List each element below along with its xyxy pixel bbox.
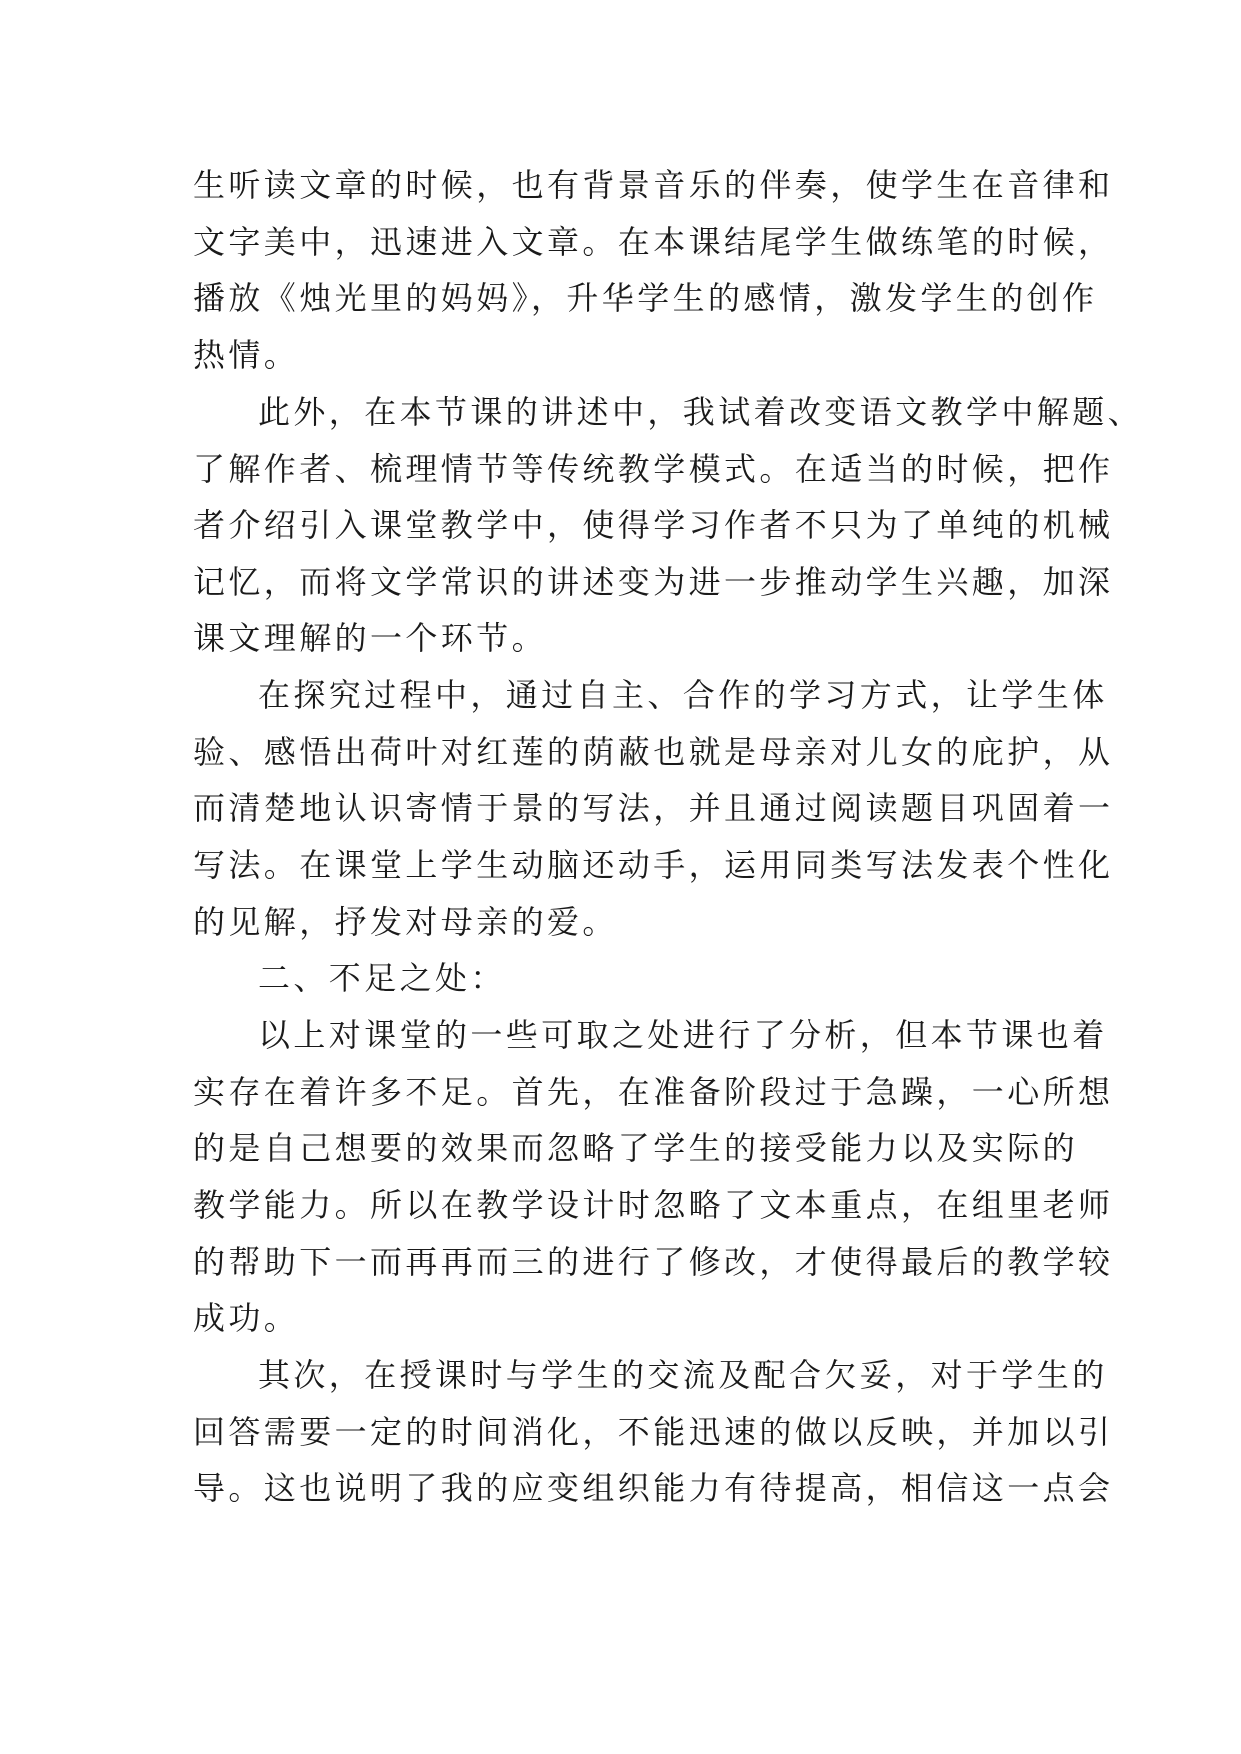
text-line: 教学能力。所以在教学设计时忽略了文本重点，在组里老师 [193, 1186, 1114, 1224]
text-line: 了解作者、梳理情节等传统教学模式。在适当的时候，把作 [193, 450, 1114, 488]
text-line: 实存在着许多不足。首先，在准备阶段过于急躁，一心所想 [193, 1073, 1114, 1111]
paragraph-first-line: 以上对课堂的一些可取之处进行了分析，但本节课也着 [258, 1016, 1108, 1054]
text-line: 记忆，而将文学常识的讲述变为进一步推动学生兴趣，加深 [193, 563, 1114, 601]
text-line: 而清楚地认识寄情于景的写法，并且通过阅读题目巩固着一 [193, 789, 1114, 827]
text-line: 写法。在课堂上学生动脑还动手，运用同类写法发表个性化 [193, 846, 1114, 884]
paragraph-first-line: 此外，在本节课的讲述中，我试着改变语文教学中解题、 [258, 393, 1144, 431]
paragraph-first-line: 其次，在授课时与学生的交流及配合欠妥，对于学生的 [258, 1356, 1108, 1394]
text-line: 生听读文章的时候，也有背景音乐的伴奏，使学生在音律和 [193, 166, 1114, 204]
text-line: 播放《烛光里的妈妈》，升华学生的感情，激发学生的创作 [193, 279, 1098, 317]
text-line: 成功。 [193, 1299, 300, 1337]
text-line: 热情。 [193, 336, 300, 374]
text-line: 的帮助下一而再再而三的进行了修改，才使得最后的教学较 [193, 1243, 1114, 1281]
text-line: 者介绍引入课堂教学中，使得学习作者不只为了单纯的机械 [193, 506, 1114, 544]
section-heading: 二、不足之处： [258, 959, 506, 997]
paragraph-first-line: 在探究过程中，通过自主、合作的学习方式，让学生体 [258, 676, 1108, 714]
text-line: 导。这也说明了我的应变组织能力有待提高，相信这一点会 [193, 1469, 1114, 1507]
text-line: 回答需要一定的时间消化，不能迅速的做以反映，并加以引 [193, 1413, 1114, 1451]
text-line: 文字美中，迅速进入文章。在本课结尾学生做练笔的时候， [193, 223, 1114, 261]
text-line: 验、感悟出荷叶对红莲的荫蔽也就是母亲对儿女的庇护，从 [193, 733, 1114, 771]
text-line: 的是自己想要的效果而忽略了学生的接受能力以及实际的 [193, 1129, 1079, 1167]
text-line: 的见解，抒发对母亲的爱。 [193, 903, 618, 941]
text-line: 课文理解的一个环节。 [193, 619, 548, 657]
